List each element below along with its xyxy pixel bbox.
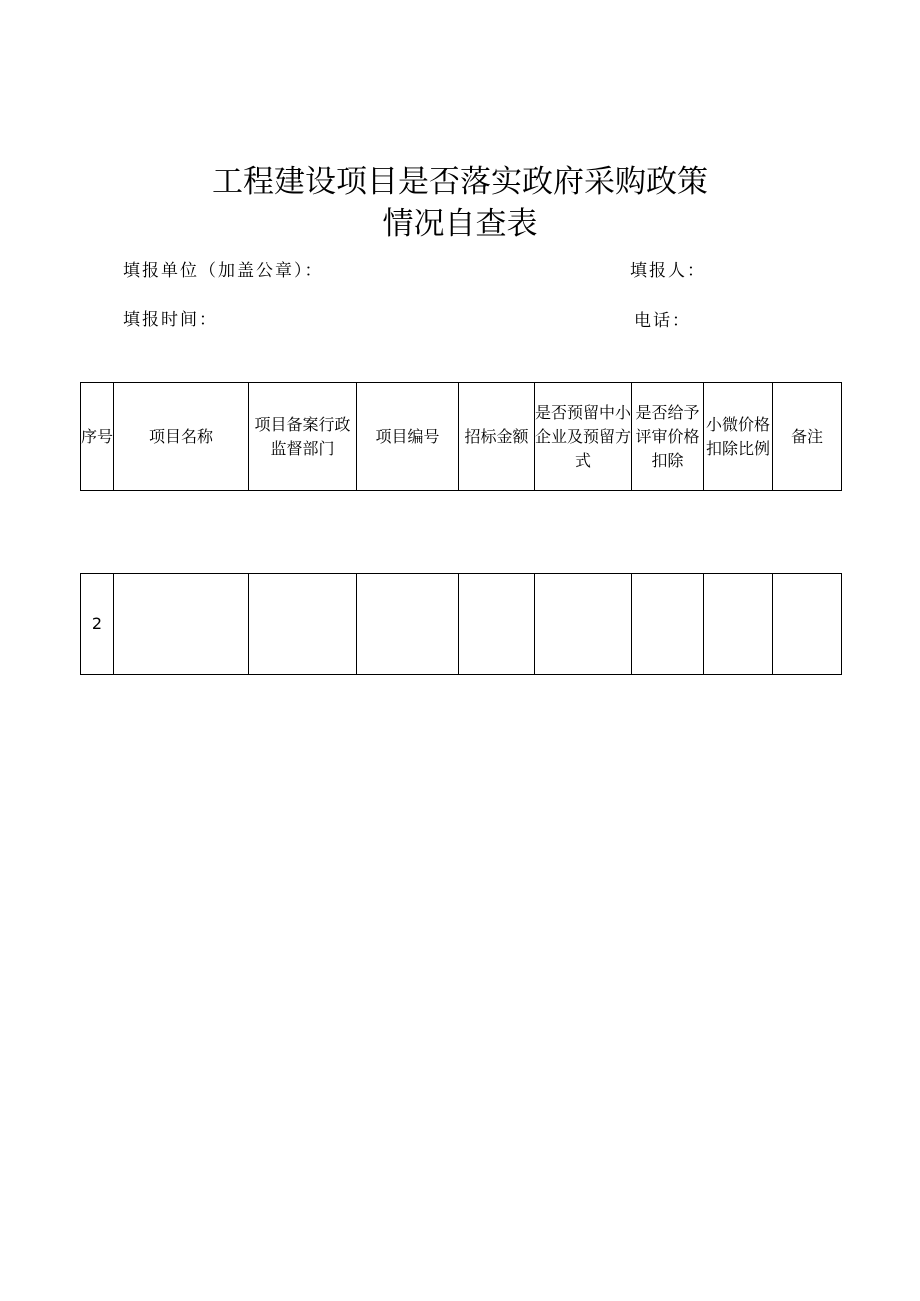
remarks-cell[interactable] bbox=[773, 574, 842, 675]
price-deduction-cell[interactable] bbox=[632, 574, 704, 675]
unit-label: 填报单位（加盖公章）： bbox=[123, 261, 324, 281]
header-remarks: 备注 bbox=[773, 383, 842, 491]
deduction-ratio-cell[interactable] bbox=[704, 574, 773, 675]
supervision-department-cell[interactable] bbox=[249, 574, 357, 675]
phone-label: 电话： bbox=[634, 311, 691, 331]
header-project-name: 项目名称 bbox=[114, 383, 249, 491]
header-project-number: 项目编号 bbox=[357, 383, 459, 491]
header-sme-reservation: 是否预留中小企业及预留方式 bbox=[535, 383, 632, 491]
header-price-deduction: 是否给予评审价格扣除 bbox=[632, 383, 704, 491]
row-number-cell: 2 bbox=[81, 574, 114, 675]
header-deduction-ratio: 小微价格扣除比例 bbox=[704, 383, 773, 491]
sme-reservation-cell[interactable] bbox=[535, 574, 632, 675]
document-title-line-2: 情况自查表 bbox=[382, 206, 538, 242]
bid-amount-cell[interactable] bbox=[459, 574, 535, 675]
header-bid-amount: 招标金额 bbox=[459, 383, 535, 491]
time-label: 填报时间： bbox=[123, 310, 218, 330]
table-row bbox=[81, 574, 842, 675]
filler-label: 填报人： bbox=[630, 261, 706, 281]
project-number-cell[interactable] bbox=[357, 574, 459, 675]
data-table bbox=[80, 573, 842, 675]
header-serial-number: 序号 bbox=[81, 383, 114, 491]
header-row bbox=[81, 383, 842, 491]
project-name-cell[interactable] bbox=[114, 574, 249, 675]
header-supervision-department: 项目备案行政监督部门 bbox=[249, 383, 357, 491]
document-title-line-1: 工程建设项目是否落实政府采购政策 bbox=[212, 164, 708, 200]
header-table bbox=[80, 382, 842, 491]
